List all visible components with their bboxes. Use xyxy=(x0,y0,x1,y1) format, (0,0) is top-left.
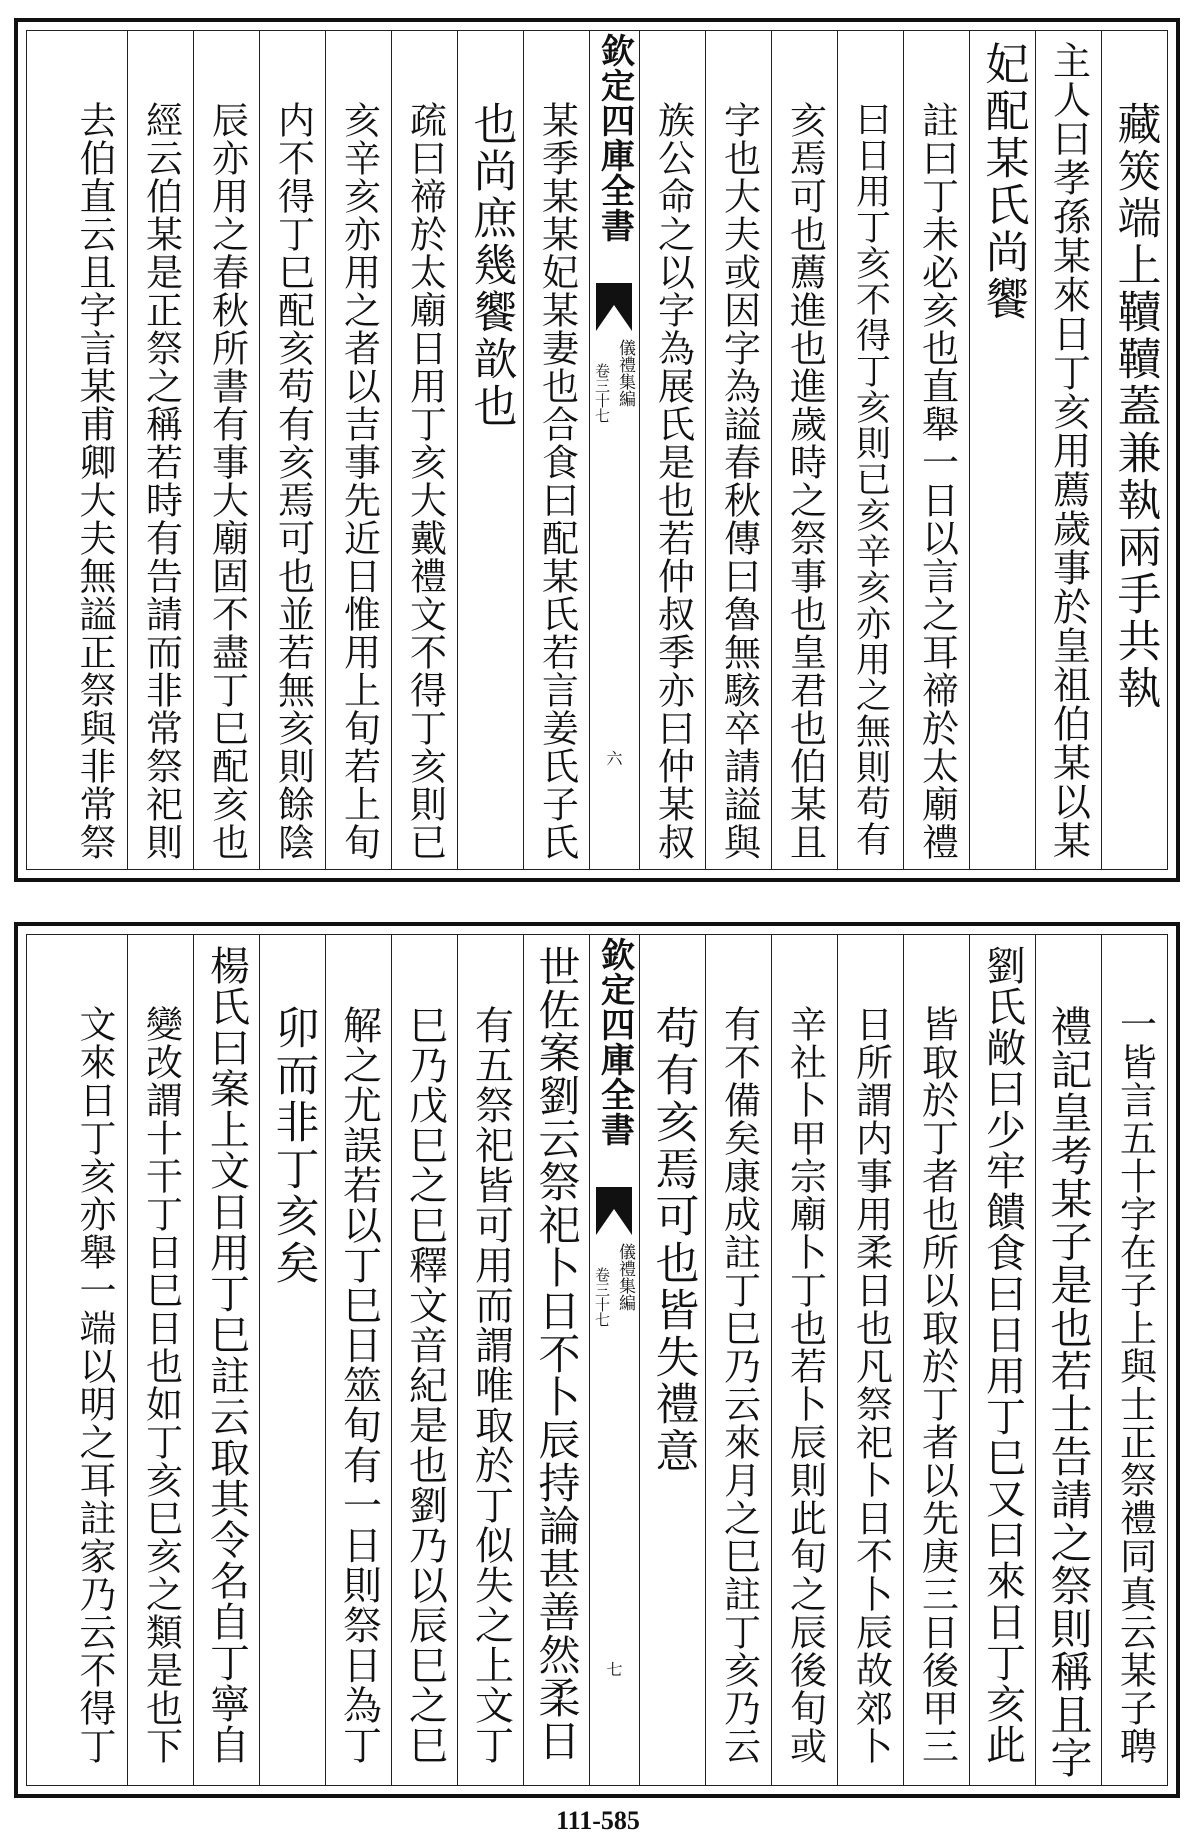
column-text: 某季某某妃某妻也合食曰配某氏若言姜氏子氏 xyxy=(535,101,579,861)
text-column xyxy=(771,31,837,869)
column-text: 藏筴端上韇韇蓋兼執兩手共執 xyxy=(1109,101,1161,712)
text-column xyxy=(903,31,969,869)
column-text: 亥焉可也薦進也進歲時之祭事也皇君也伯某且 xyxy=(783,101,827,861)
text-column xyxy=(259,935,325,1785)
column-text: 經云伯某是正祭之稱若時有告請而非常祭祀則 xyxy=(139,101,183,861)
column-text: 有五祭祀皆可用而謂唯取於丁似失之上文丁 xyxy=(468,1005,514,1765)
column-text: 也尚庶幾饗歆也 xyxy=(465,101,517,430)
text-column xyxy=(193,31,259,869)
column-text: 族公命之以字為展氏是也若仲叔季亦曰仲某叔 xyxy=(651,101,695,861)
column-text: 日所謂内事用柔日也凡祭祀卜日不卜辰故郊卜 xyxy=(849,1005,893,1765)
text-column xyxy=(1101,935,1167,1785)
column-text: 巳乃戊巳之巳釋文音紀是也劉乃以辰巳之巳 xyxy=(402,1005,448,1765)
text-column xyxy=(969,31,1035,869)
text-column xyxy=(969,935,1035,1785)
text-column xyxy=(457,31,523,869)
column-text: 主人曰孝孫某來日丁亥用薦歲事於皇祖伯某以某 xyxy=(1046,41,1091,860)
column-text: 字也大夫或因字為謚春秋傳曰魯無駭卒請謚與 xyxy=(717,101,761,861)
text-column xyxy=(523,935,589,1785)
text-column xyxy=(259,31,325,869)
column-text: 皆取於丁者也所以取於丁者以先庚三日後甲三 xyxy=(915,1005,959,1765)
page-gutter xyxy=(589,935,639,1785)
text-column xyxy=(457,935,523,1785)
gutter-title: 欽定四庫全書 xyxy=(594,937,635,1147)
text-column xyxy=(1035,31,1101,869)
text-column xyxy=(639,31,705,869)
column-text: 解之尤誤若以丁巳日筮旬有一日則祭日為丁 xyxy=(336,1005,382,1765)
gutter-page-number: 六 xyxy=(606,749,623,768)
column-text: 疏曰禘於太廟日用丁亥大戴禮文不得丁亥則已 xyxy=(403,101,447,861)
text-column xyxy=(837,935,903,1785)
text-column xyxy=(1035,935,1101,1785)
column-text: 註曰丁未必亥也直舉一日以言之耳禘於太廟禮 xyxy=(915,101,959,861)
text-column xyxy=(771,935,837,1785)
fish-tail-mark-icon xyxy=(596,1187,632,1235)
text-column xyxy=(127,31,193,869)
column-text: 有不備矣康成註丁巳乃云來月之巳註丁亥乃云 xyxy=(717,1005,761,1765)
column-text: 文來日丁亥亦舉一端以明之耳註家乃云不得丁 xyxy=(73,1005,116,1765)
text-column xyxy=(837,31,903,869)
gutter-title: 欽定四庫全書 xyxy=(594,33,635,243)
column-text: 辛社卜甲宗廟卜丁也若卜辰則此旬之辰後旬或 xyxy=(783,1005,827,1765)
column-text: 卯而非丁亥矣 xyxy=(267,1005,319,1287)
column-text: 妃配某氏尚饗 xyxy=(977,41,1029,323)
gutter-page-number: 七 xyxy=(606,1660,623,1679)
column-text: 世佐案劉云祭祀卜日不卜辰持論甚善然柔日 xyxy=(532,945,582,1762)
column-text: 楊氏曰案上文日用丁巳註云取其令名自丁寧自 xyxy=(203,945,250,1765)
text-column xyxy=(325,935,391,1785)
column-text: 變改謂十干丁日巳日也如丁亥巳亥之類是也下 xyxy=(139,1005,183,1765)
text-column xyxy=(61,935,127,1785)
text-column xyxy=(705,935,771,1785)
text-column xyxy=(391,935,457,1785)
text-column xyxy=(639,935,705,1785)
fish-tail-mark-icon xyxy=(596,283,632,331)
gutter-book-title: 儀禮集編 xyxy=(615,1243,635,1311)
text-column xyxy=(1101,31,1167,869)
column-text: 一皆言五十字在子上與士正祭禮同真云某子聘 xyxy=(1113,1005,1157,1765)
text-column xyxy=(391,31,457,869)
page-number: 111-585 xyxy=(556,1806,640,1835)
column-text: 曰日用丁亥不得丁亥則已亥辛亥亦用之無則苟有 xyxy=(850,101,891,857)
column-text: 内不得丁巳配亥苟有亥焉可也並若無亥則餘陰 xyxy=(271,101,315,861)
column-text: 劉氏敞曰少牢饋食曰日用丁巳又曰來日丁亥此 xyxy=(979,945,1026,1765)
bottom-page xyxy=(14,922,1180,1798)
text-column xyxy=(903,935,969,1785)
gutter-volume: 卷三十七 xyxy=(593,1267,611,1327)
column-text: 苟有亥焉可也皆失禮意 xyxy=(647,1005,699,1475)
text-column xyxy=(193,935,259,1785)
gutter-book-title: 儀禮集編 xyxy=(615,339,635,407)
column-text: 辰亦用之春秋所書有事大廟固不盡丁巳配亥也 xyxy=(205,101,249,861)
column-text: 去伯直云且字言某甫卿大夫無謚正祭與非常祭 xyxy=(73,101,116,861)
top-page xyxy=(14,18,1180,882)
text-column xyxy=(61,31,127,869)
text-column xyxy=(523,31,589,869)
column-text: 亥辛亥亦用之者以吉事先近日惟用上旬若上旬 xyxy=(337,101,381,861)
text-column xyxy=(705,31,771,869)
bottom-columns xyxy=(26,934,1168,1786)
text-column xyxy=(325,31,391,869)
text-column xyxy=(127,935,193,1785)
top-columns xyxy=(26,30,1168,870)
gutter-volume: 卷三十七 xyxy=(593,363,611,423)
column-text: 禮記皇考某子是也若士告請之祭則稱且字 xyxy=(1044,1005,1094,1779)
page-gutter xyxy=(589,31,639,869)
